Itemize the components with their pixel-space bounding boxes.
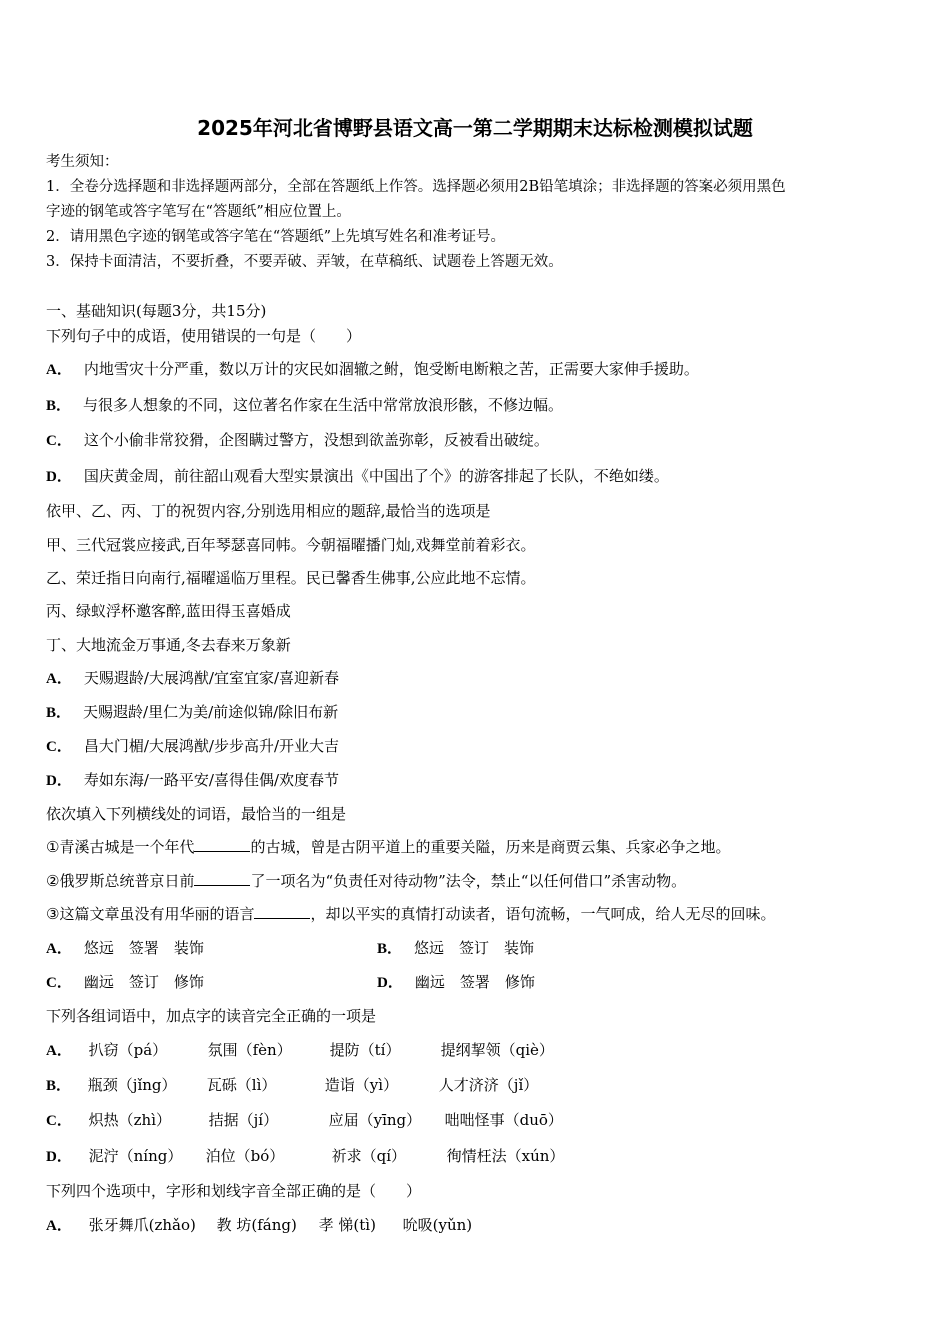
option-label: C． (46, 975, 72, 991)
option-text: 幽远 签订 修饰 (83, 973, 204, 991)
option-word: 泥泞（níng） (88, 1147, 183, 1165)
option-word: 扒窃（pá） (88, 1041, 168, 1059)
q2-option-d (46, 770, 339, 791)
fill-blank (194, 871, 250, 886)
notice-item-3: 3．保持卡面清洁，不要折叠，不要弄破、弄皱，在草稿纸、试题卷上答题无效。 (46, 254, 563, 270)
option-text: 昌大门楣/大展鸿猷/步步高升/开业大吉 (83, 737, 340, 755)
option-label: B． (46, 1078, 72, 1094)
notice-item-1a: 1．全卷分选择题和非选择题两部分，全部在答题纸上作答。选择题必须用2B铅笔填涂；非选择题的答案必须用黑色 (46, 179, 786, 195)
q4-option-c (46, 1110, 563, 1131)
option-word: 提纲挈领（qiè） (440, 1041, 554, 1059)
option-text: 国庆黄金周，前往韶山观看大型实景演出《中国出了个》的游客排起了长队，不绝如缕。 (83, 467, 669, 485)
option-word: 造诣（yì） (324, 1076, 399, 1094)
q2-bing: 丙、绿蚁浮杯邀客醉,蓝田得玉喜婚成 (46, 602, 291, 620)
option-label: B． (46, 705, 72, 721)
option-word: 应届（yīng） (328, 1111, 422, 1129)
q1-option-a (46, 359, 699, 380)
option-label: D． (46, 1149, 72, 1165)
option-word: 瓶颈（jǐng） (87, 1076, 177, 1094)
option-label: C． (46, 739, 72, 755)
option-label: A． (46, 362, 72, 378)
sentence-text: 青溪古城是一个年代 (59, 838, 195, 856)
q2-stem: 依甲、乙、丙、丁的祝贺内容,分别选用相应的题辞,最恰当的选项是 (46, 502, 491, 520)
option-word: 祈求（qí） (331, 1147, 407, 1165)
option-label: B． (377, 941, 403, 957)
option-word: 张牙舞爪(zhǎo) (88, 1216, 196, 1234)
q2-yi: 乙、荣迁指日向南行,福曜遥临万里程。民已馨香生佛事,公应此地不忘情。 (46, 569, 536, 587)
option-word: 氛围（fèn） (207, 1041, 292, 1059)
q1-option-d (46, 466, 669, 487)
q2-option-c (46, 736, 339, 757)
option-text: 悠远 签订 装饰 (414, 939, 535, 957)
q2-jia: 甲、三代冠裳应接武,百年琴瑟喜同帏。今朝福曜播门灿,戏舞堂前着彩衣。 (46, 536, 536, 554)
option-word: 拮据（jí） (208, 1111, 279, 1129)
q1-option-b (46, 395, 563, 416)
option-label: A． (46, 1043, 72, 1059)
q3-stem: 依次填入下列横线处的词语，最恰当的一组是 (46, 805, 347, 823)
q5-stem: 下列四个选项中，字形和划线字音全部正确的是（ ） (46, 1182, 422, 1200)
option-word: 吮吸(yǔn) (402, 1216, 473, 1234)
option-label: D． (46, 469, 72, 485)
q3-option-a (46, 938, 204, 959)
option-text: 与很多人想象的不同，这位著名作家在生活中常常放浪形骸，不修边幅。 (83, 396, 564, 414)
option-label: A． (46, 1218, 72, 1234)
fill-blank (254, 904, 310, 919)
option-label: B． (46, 398, 72, 414)
option-word: 瓦砾（lì） (206, 1076, 277, 1094)
sentence-text: 了一项名为“负责任对待动物”法令，禁止“以任何借口”杀害动物。 (250, 872, 687, 890)
circled-number: ③ (46, 905, 60, 923)
q1-stem: 下列句子中的成语，使用错误的一句是（ ） (46, 327, 362, 345)
circled-number: ① (46, 838, 60, 856)
q3-option-b (377, 938, 534, 959)
q1-option-c (46, 430, 549, 451)
q4-option-d (46, 1146, 564, 1167)
option-label: C． (46, 1113, 72, 1129)
q3-sentence-2 (46, 871, 686, 891)
fill-blank (194, 837, 250, 852)
option-word: 炽热（zhì） (88, 1111, 171, 1129)
sentence-text: 这篇文章虽没有用华丽的语言 (59, 905, 255, 923)
option-word: 徇情枉法（xún） (446, 1147, 565, 1165)
option-text: 天赐遐龄/里仁为美/前途似锦/除旧布新 (83, 703, 339, 721)
q3-sentence-3 (46, 904, 775, 924)
q5-option-a (46, 1215, 472, 1236)
option-label: D． (377, 975, 403, 991)
option-text: 这个小偷非常狡猾，企图瞒过警方，没想到欲盖弥彰，反被看出破绽。 (83, 431, 549, 449)
option-word: 教 坊(fáng) (216, 1216, 297, 1234)
option-word: 咄咄怪事（duō） (444, 1111, 563, 1129)
sentence-text: ，却以平实的真情打动读者，语句流畅，一气呵成，给人无尽的回味。 (310, 905, 776, 923)
option-label: A． (46, 941, 72, 957)
q4-option-a (46, 1040, 554, 1061)
option-label: A． (46, 671, 72, 687)
notice-heading: 考生须知： (46, 154, 119, 170)
q4-option-b (46, 1075, 538, 1096)
option-label: D． (46, 773, 72, 789)
option-text: 寿如东海/一路平安/喜得佳偶/欢度春节 (83, 771, 340, 789)
option-text: 悠远 签署 装饰 (83, 939, 204, 957)
option-text: 幽远 签署 修饰 (414, 973, 535, 991)
q4-stem: 下列各组词语中，加点字的读音完全正确的一项是 (46, 1007, 377, 1025)
option-word: 孝 悌(tì) (318, 1216, 376, 1234)
option-word: 提防（tí） (329, 1041, 401, 1059)
sentence-text: 的古城，曾是古阴平道上的重要关隘，历来是商贾云集、兵家必争之地。 (250, 838, 731, 856)
q3-sentence-1 (46, 837, 730, 857)
q2-option-a (46, 668, 339, 689)
option-label: C． (46, 433, 72, 449)
notice-item-2: 2．请用黑色字迹的钢笔或答字笔在“答题纸”上先填写姓名和准考证号。 (46, 229, 506, 245)
q2-ding: 丁、大地流金万事通,冬去春来万象新 (46, 636, 291, 654)
option-text: 天赐遐龄/大展鸿猷/宜室宜家/喜迎新春 (83, 669, 340, 687)
option-text: 内地雪灾十分严重，数以万计的灾民如涸辙之鲋，饱受断电断粮之苦，正需要大家伸手援助。 (83, 360, 699, 378)
q2-option-b (46, 702, 338, 723)
circled-number: ② (46, 872, 60, 890)
q3-option-c (46, 972, 204, 993)
q3-option-d (377, 972, 535, 993)
sentence-text: 俄罗斯总统普京日前 (59, 872, 195, 890)
section-heading: 一、基础知识(每题3分，共15分) (46, 302, 267, 320)
option-word: 人才济济（jǐ） (438, 1076, 539, 1094)
option-word: 泊位（bó） (205, 1147, 285, 1165)
notice-item-1b: 字迹的钢笔或答字笔写在“答题纸”相应位置上。 (46, 204, 351, 220)
page-title: 2025年河北省博野县语文高一第二学期期末达标检测模拟试题 (197, 116, 753, 140)
